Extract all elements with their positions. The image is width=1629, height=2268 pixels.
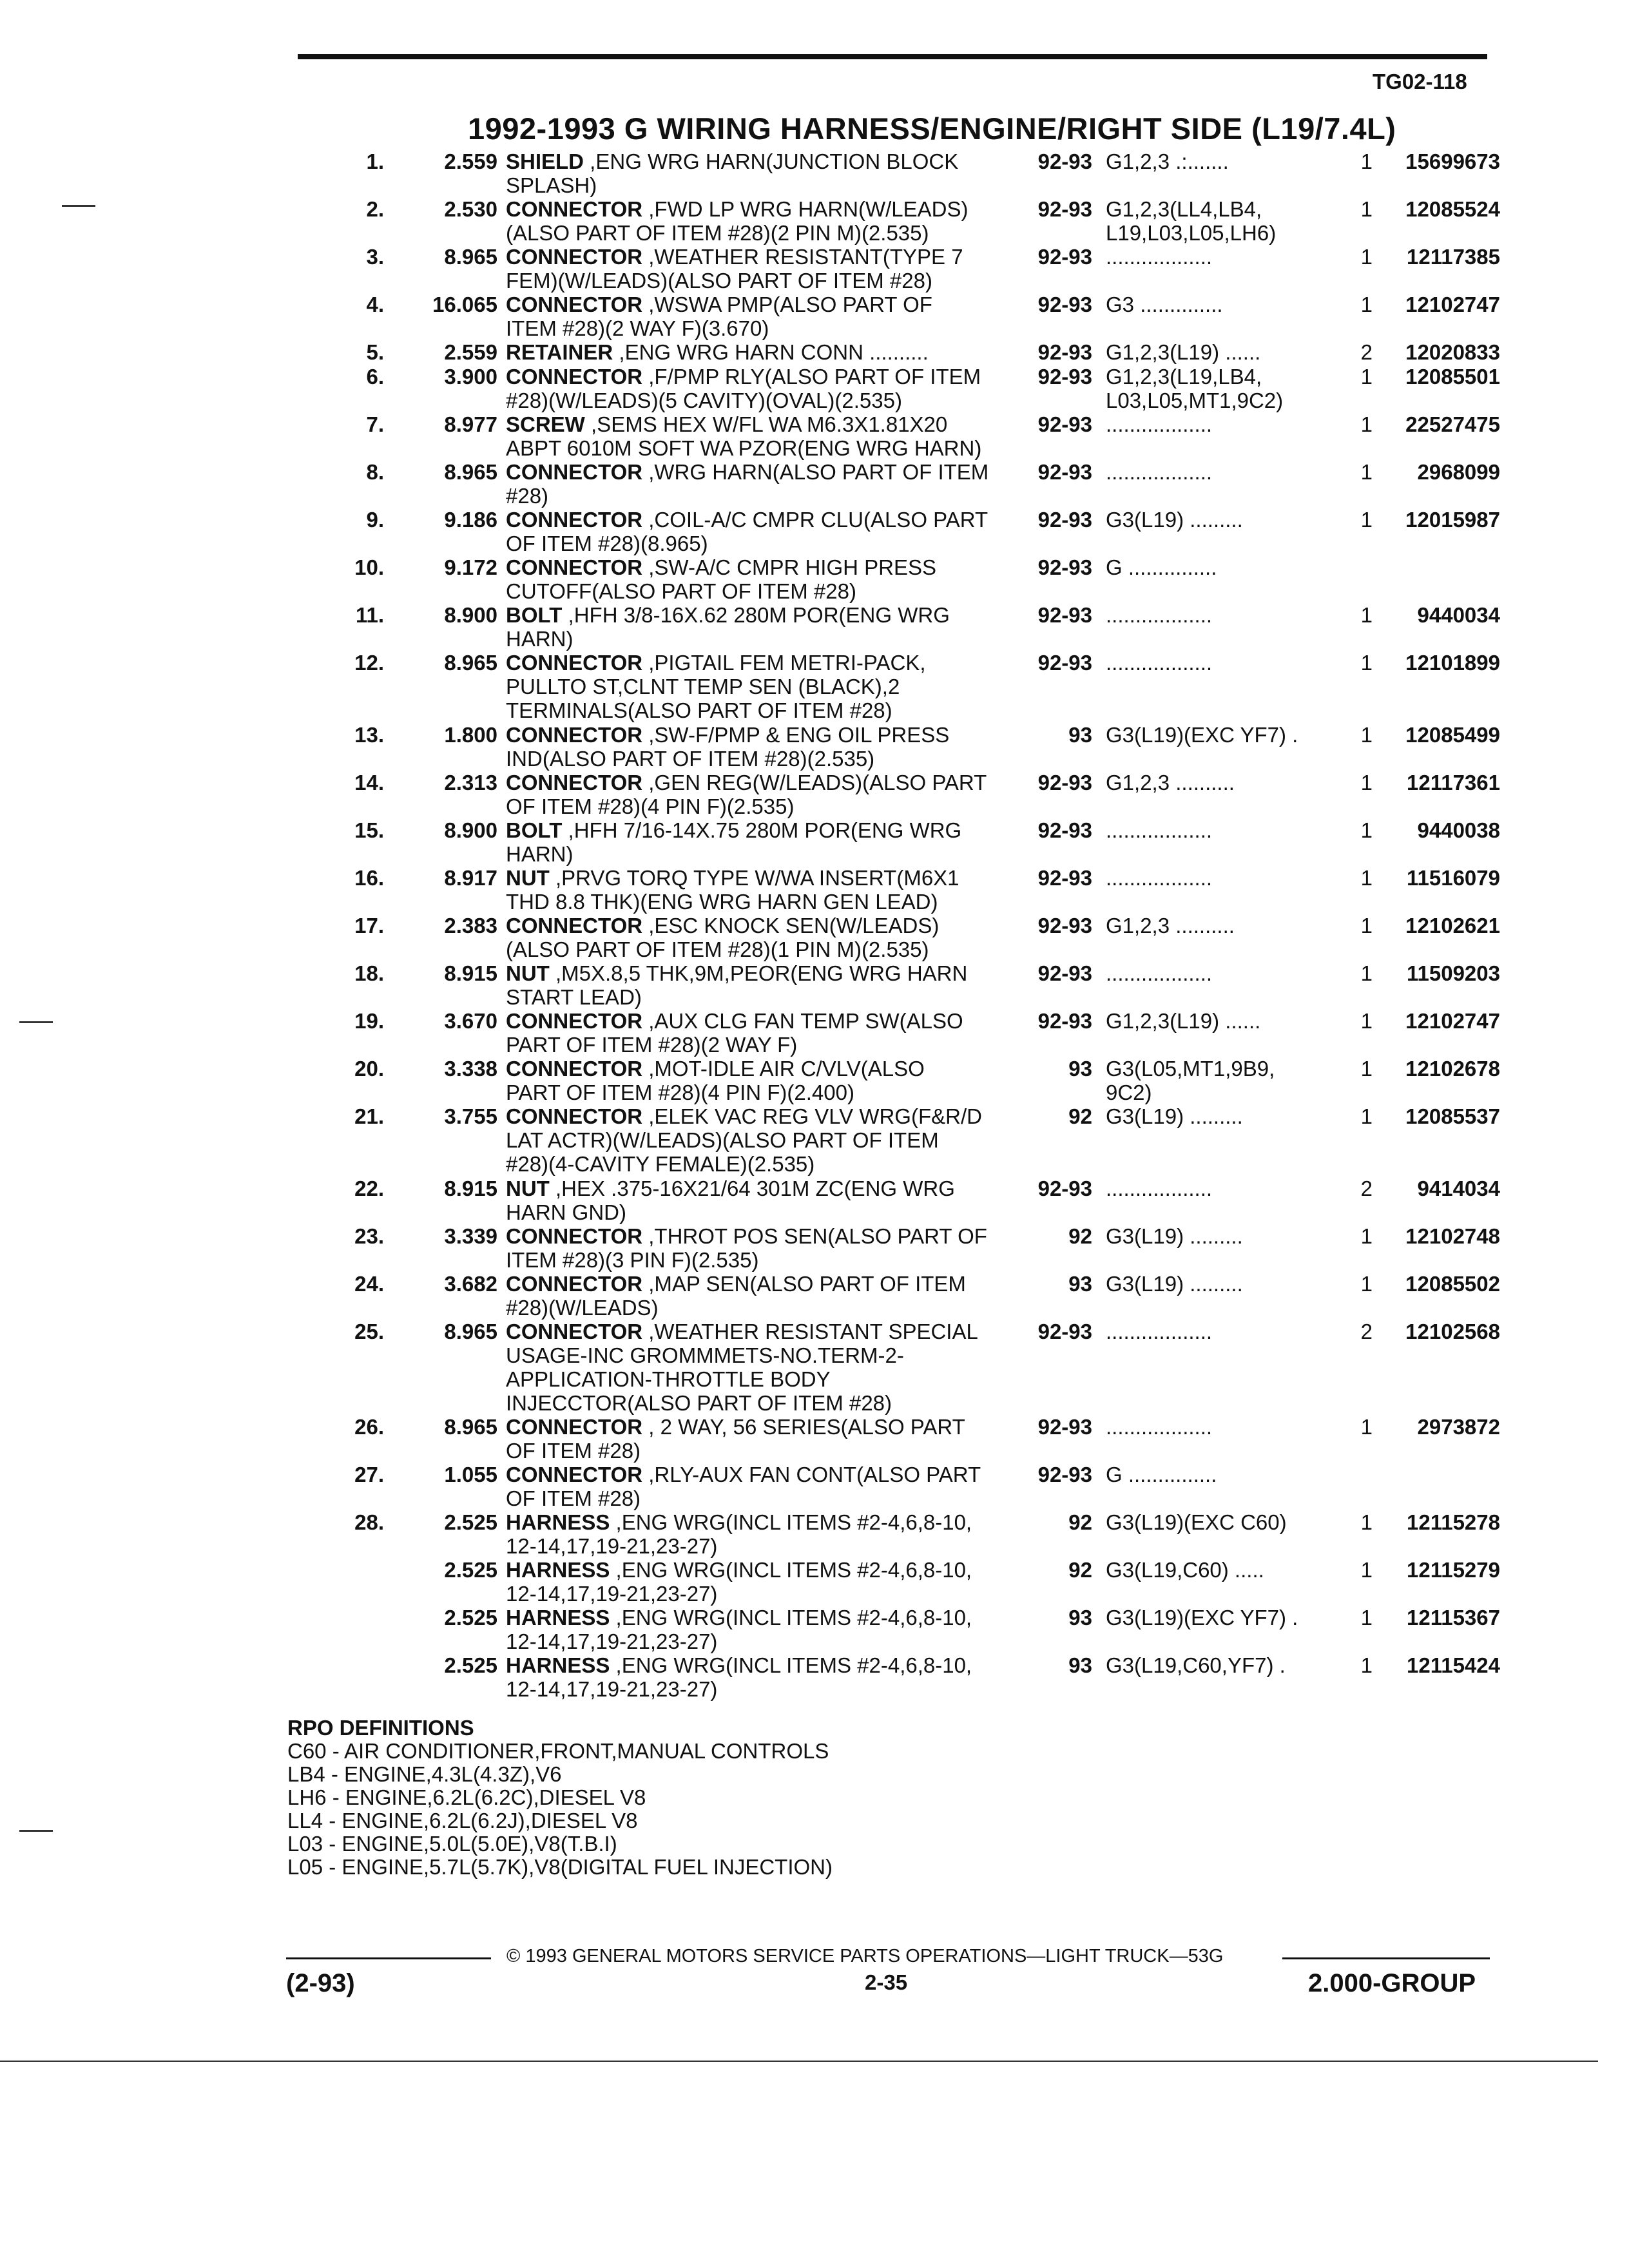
- model-years: 92-93: [1037, 914, 1092, 937]
- description-text: ,WSWA PMP(ALSO PART OF ITEM #28)(2 WAY F)(3.670): [506, 293, 932, 340]
- item-description: [506, 1415, 1021, 1463]
- model-years: 92-93: [1037, 340, 1092, 364]
- part-number: 12085524: [1405, 197, 1500, 221]
- item-number: 19.: [354, 1009, 384, 1033]
- application: ..................: [1106, 603, 1213, 627]
- application: G1,2,3(L19,LB4, L03,L05,MT1,9C2): [1106, 365, 1284, 412]
- page-number: 2-35: [865, 1970, 908, 1994]
- item-number: 12.: [354, 651, 384, 675]
- item-number: 26.: [354, 1415, 384, 1439]
- description-text: ,PIGTAIL FEM METRI-PACK, PULLTO ST,CLNT TEMP SEN (BLACK),2 TERMINALS(ALSO PART OF ITEM #28): [506, 651, 926, 722]
- group-number: 2.525: [444, 1653, 497, 1677]
- part-name: CONNECTOR: [506, 1057, 643, 1081]
- part-name: BOLT: [506, 603, 563, 627]
- quantity: 1: [1360, 723, 1373, 747]
- item-description: [506, 508, 1021, 555]
- model-years: 93: [1068, 1057, 1092, 1081]
- description-text: ,HFH 3/8-16X.62 280M POR(ENG WRG HARN): [506, 603, 950, 651]
- group-number: 8.965: [444, 1415, 497, 1439]
- group-number: 9.172: [444, 555, 497, 579]
- item-number: 21.: [354, 1104, 384, 1128]
- quantity: 1: [1360, 1224, 1373, 1248]
- item-description: [506, 603, 1021, 651]
- quantity: 1: [1360, 1272, 1373, 1296]
- application: G1,2,3(L19) ......: [1106, 1009, 1261, 1033]
- item-description: [506, 245, 1021, 293]
- part-number: 12085537: [1405, 1104, 1500, 1128]
- application: G1,2,3 ..........: [1106, 914, 1235, 937]
- group-number: 3.670: [444, 1009, 497, 1033]
- description-text: ,HFH 7/16-14X.75 280M POR(ENG WRG HARN): [506, 818, 962, 866]
- description-text: ,COIL-A/C CMPR CLU(ALSO PART OF ITEM #28)(8.965): [506, 508, 988, 555]
- description-text: ,THROT POS SEN(ALSO PART OF ITEM #28)(3 PIN F)(2.535): [506, 1224, 987, 1272]
- description-text: ,RLY-AUX FAN CONT(ALSO PART OF ITEM #28): [506, 1463, 981, 1510]
- part-name: HARNESS: [506, 1653, 610, 1677]
- group-number: 8.965: [444, 1320, 497, 1343]
- item-description: [506, 460, 1021, 508]
- description-text: ,WEATHER RESISTANT(TYPE 7 FEM)(W/LEADS)(ALSO PART OF ITEM #28): [506, 245, 963, 293]
- item-number: 1.: [366, 149, 384, 173]
- model-years: 92-93: [1037, 293, 1092, 316]
- description-text: ,ELEK VAC REG VLV WRG(F&R/D LAT ACTR)(W/LEADS)(ALSO PART OF ITEM #28)(4-CAVITY FEMALE)(2.535): [506, 1104, 982, 1176]
- application: G ...............: [1106, 1463, 1217, 1486]
- group-number: 2.525: [444, 1558, 497, 1582]
- part-name: CONNECTOR: [506, 245, 643, 269]
- model-years: 92-93: [1037, 1463, 1092, 1486]
- item-number: 8.: [366, 460, 384, 484]
- quantity: 1: [1360, 818, 1373, 842]
- description-text: ,WEATHER RESISTANT SPECIAL USAGE-INC GROMMMETS-NO.TERM-2- APPLICATION-THROTTLE BODY INJECCTOR(ALSO PART OF ITEM #28): [506, 1320, 978, 1415]
- group-number: 3.682: [444, 1272, 497, 1296]
- description-text: ,WRG HARN(ALSO PART OF ITEM #28): [506, 460, 989, 508]
- group-number: 2.559: [444, 340, 497, 364]
- quantity: 2: [1360, 1320, 1373, 1343]
- group-number: 3.339: [444, 1224, 497, 1248]
- part-name: CONNECTOR: [506, 1415, 643, 1439]
- item-description: [506, 914, 1021, 961]
- part-number: 22527475: [1405, 412, 1500, 436]
- model-years: 92-93: [1037, 412, 1092, 436]
- item-number: 15.: [354, 818, 384, 842]
- part-number: 12102621: [1405, 914, 1500, 937]
- model-years: 92-93: [1037, 460, 1092, 484]
- model-years: 92-93: [1037, 1009, 1092, 1033]
- part-number: 12117361: [1406, 771, 1500, 794]
- description-text: ,ENG WRG(INCL ITEMS #2-4,6,8-10, 12-14,17,19-21,23-27): [506, 1653, 972, 1701]
- part-number: 12115278: [1406, 1510, 1500, 1534]
- part-number: 9440038: [1417, 818, 1500, 842]
- item-number: 20.: [354, 1057, 384, 1081]
- group-number: 3.338: [444, 1057, 497, 1081]
- model-years: 93: [1068, 1606, 1092, 1629]
- model-years: 92-93: [1037, 1320, 1092, 1343]
- item-description: [506, 818, 1021, 866]
- group-number: 3.755: [444, 1104, 497, 1128]
- application: ..................: [1106, 1320, 1213, 1343]
- item-number: 7.: [366, 412, 384, 436]
- group-number: 8.965: [444, 245, 497, 269]
- rpo-line: LL4 - ENGINE,6.2L(6.2J),DIESEL V8: [287, 1809, 638, 1832]
- item-description: [506, 293, 1021, 340]
- part-number: 12117385: [1406, 245, 1500, 269]
- part-number: 9414034: [1417, 1177, 1500, 1200]
- description-text: ,MAP SEN(ALSO PART OF ITEM #28)(W/LEADS): [506, 1272, 966, 1320]
- part-number: 12085501: [1405, 365, 1500, 389]
- part-name: CONNECTOR: [506, 651, 643, 675]
- item-number: 10.: [354, 555, 384, 579]
- quantity: 1: [1360, 1057, 1373, 1081]
- application: G3 ..............: [1106, 293, 1223, 316]
- quantity: 1: [1360, 1104, 1373, 1128]
- application: G3(L05,MT1,9B9, 9C2): [1106, 1057, 1275, 1104]
- application: ..................: [1106, 818, 1213, 842]
- application: ..................: [1106, 1177, 1213, 1200]
- quantity: 1: [1360, 1653, 1373, 1677]
- group-number: 1.055: [444, 1463, 497, 1486]
- model-years: 92-93: [1037, 149, 1092, 173]
- footer-rule-right: [1282, 1957, 1490, 1959]
- part-name: HARNESS: [506, 1606, 610, 1629]
- rpo-line: C60 - AIR CONDITIONER,FRONT,MANUAL CONTROLS: [287, 1739, 829, 1763]
- quantity: 1: [1360, 1415, 1373, 1439]
- application: G3(L19)(EXC YF7) .: [1106, 1606, 1298, 1629]
- application: G3(L19) .........: [1106, 1224, 1243, 1248]
- group-number: 1.800: [444, 723, 497, 747]
- quantity: 1: [1360, 1558, 1373, 1582]
- application: G3(L19,C60) .....: [1106, 1558, 1264, 1582]
- rpo-heading: RPO DEFINITIONS: [287, 1716, 474, 1740]
- rpo-line: LH6 - ENGINE,6.2L(6.2C),DIESEL V8: [287, 1785, 646, 1809]
- group-number: 2.383: [444, 914, 497, 937]
- model-years: 92-93: [1037, 1415, 1092, 1439]
- application: G3(L19)(EXC YF7) .: [1106, 723, 1298, 747]
- model-years: 93: [1068, 723, 1092, 747]
- part-name: CONNECTOR: [506, 1224, 643, 1248]
- document-id: TG02-118: [1373, 70, 1467, 93]
- group-number: 2.525: [444, 1510, 497, 1534]
- item-description: [506, 961, 1021, 1009]
- item-description: [506, 1177, 1021, 1224]
- quantity: 1: [1360, 365, 1373, 389]
- item-description: [506, 412, 1021, 460]
- quantity: 1: [1360, 293, 1373, 316]
- item-description: [506, 1224, 1021, 1272]
- item-description: [506, 340, 1021, 364]
- description-text: ,ENG WRG(INCL ITEMS #2-4,6,8-10, 12-14,17,19-21,23-27): [506, 1606, 972, 1653]
- model-years: 92: [1068, 1224, 1092, 1248]
- quantity: 1: [1360, 1009, 1373, 1033]
- quantity: 1: [1360, 245, 1373, 269]
- part-name: RETAINER: [506, 340, 613, 364]
- model-years: 92-93: [1037, 245, 1092, 269]
- part-name: CONNECTOR: [506, 197, 643, 221]
- item-number: 2.: [366, 197, 384, 221]
- part-name: CONNECTOR: [506, 1320, 643, 1343]
- part-name: CONNECTOR: [506, 1272, 643, 1296]
- description-text: ,PRVG TORQ TYPE W/WA INSERT(M6X1 THD 8.8 THK)(ENG WRG HARN GEN LEAD): [506, 866, 959, 914]
- part-name: CONNECTOR: [506, 1463, 643, 1486]
- copyright-notice: © 1993 GENERAL MOTORS SERVICE PARTS OPERATIONS—LIGHT TRUCK—53G: [506, 1946, 1224, 1966]
- page-title: 1992-1993 G WIRING HARNESS/ENGINE/RIGHT SIDE (L19/7.4L): [468, 111, 1396, 146]
- part-name: CONNECTOR: [506, 771, 643, 794]
- rpo-line: L05 - ENGINE,5.7L(5.7K),V8(DIGITAL FUEL INJECTION): [287, 1855, 833, 1879]
- application: ..................: [1106, 961, 1213, 985]
- part-name: NUT: [506, 866, 550, 890]
- model-years: 92-93: [1037, 603, 1092, 627]
- rpo-definitions: [287, 1716, 833, 1879]
- part-number: 12102747: [1405, 293, 1500, 316]
- item-description: [506, 723, 1021, 771]
- description-text: , 2 WAY, 56 SERIES(ALSO PART OF ITEM #28): [506, 1415, 965, 1463]
- description-text: ,ENG WRG(INCL ITEMS #2-4,6,8-10, 12-14,17,19-21,23-27): [506, 1558, 972, 1606]
- item-description: [506, 866, 1021, 914]
- item-description: [506, 555, 1021, 603]
- item-number: 24.: [354, 1272, 384, 1296]
- item-number: 28.: [354, 1510, 384, 1534]
- model-years: 92: [1068, 1104, 1092, 1128]
- part-name: CONNECTOR: [506, 508, 643, 532]
- part-number: 12102568: [1405, 1320, 1500, 1343]
- group-number: 2.559: [444, 149, 497, 173]
- margin-mark: [19, 1021, 53, 1023]
- part-number: 12102747: [1405, 1009, 1500, 1033]
- part-number: 12115424: [1406, 1653, 1500, 1677]
- item-number: 25.: [354, 1320, 384, 1343]
- part-number: 15699673: [1405, 149, 1500, 173]
- part-name: HARNESS: [506, 1510, 610, 1534]
- quantity: 1: [1360, 149, 1373, 173]
- quantity: 1: [1360, 771, 1373, 794]
- application: ..................: [1106, 460, 1213, 484]
- part-name: BOLT: [506, 818, 563, 842]
- quantity: 1: [1360, 651, 1373, 675]
- part-number: 12020833: [1405, 340, 1500, 364]
- model-years: 93: [1068, 1272, 1092, 1296]
- group-number: 2.313: [444, 771, 497, 794]
- item-description: [506, 1463, 1021, 1510]
- item-description: [506, 651, 1021, 722]
- description-text: ,SW-F/PMP & ENG OIL PRESS IND(ALSO PART OF ITEM #28)(2.535): [506, 723, 950, 771]
- description-text: ,ENG WRG HARN(JUNCTION BLOCK SPLASH): [506, 149, 959, 197]
- part-number: 2968099: [1417, 460, 1500, 484]
- application: G3(L19) .........: [1106, 1272, 1243, 1296]
- item-number: 14.: [354, 771, 384, 794]
- model-years: 92-93: [1037, 961, 1092, 985]
- model-years: 92-93: [1037, 771, 1092, 794]
- part-name: NUT: [506, 961, 550, 985]
- group-number: 8.965: [444, 460, 497, 484]
- description-text: ,FWD LP WRG HARN(W/LEADS) (ALSO PART OF ITEM #28)(2 PIN M)(2.535): [506, 197, 969, 245]
- quantity: 1: [1360, 1606, 1373, 1629]
- quantity: 2: [1360, 1177, 1373, 1200]
- part-number: 12102678: [1405, 1057, 1500, 1081]
- group-number: 8.900: [444, 603, 497, 627]
- part-number: 11516079: [1406, 866, 1500, 890]
- model-years: 92-93: [1037, 508, 1092, 532]
- group-number: 9.186: [444, 508, 497, 532]
- item-number: 16.: [354, 866, 384, 890]
- item-number: 17.: [354, 914, 384, 937]
- item-description: [506, 1272, 1021, 1320]
- part-number: 12102748: [1405, 1224, 1500, 1248]
- application: ..................: [1106, 245, 1213, 269]
- application: ..................: [1106, 412, 1213, 436]
- model-years: 93: [1068, 1653, 1092, 1677]
- part-number: 12115367: [1406, 1606, 1500, 1629]
- part-number: 2973872: [1417, 1415, 1500, 1439]
- item-number: 6.: [366, 365, 384, 389]
- application: ..................: [1106, 1415, 1213, 1439]
- application: G3(L19,C60,YF7) .: [1106, 1653, 1286, 1677]
- group-number: 8.977: [444, 412, 497, 436]
- group-number: 8.917: [444, 866, 497, 890]
- application: G3(L19) .........: [1106, 1104, 1243, 1128]
- footer-rule-left: [286, 1957, 491, 1959]
- item-number: 22.: [354, 1177, 384, 1200]
- item-number: 13.: [354, 723, 384, 747]
- description-text: ,GEN REG(W/LEADS)(ALSO PART OF ITEM #28)(4 PIN F)(2.535): [506, 771, 987, 818]
- quantity: 1: [1360, 508, 1373, 532]
- model-years: 92: [1068, 1510, 1092, 1534]
- application: ..................: [1106, 866, 1213, 890]
- application: G ...............: [1106, 555, 1217, 579]
- part-name: CONNECTOR: [506, 914, 643, 937]
- group-number: 8.915: [444, 1177, 497, 1200]
- part-number: 11509203: [1406, 961, 1500, 985]
- revision-date: (2-93): [286, 1969, 355, 1997]
- part-name: CONNECTOR: [506, 460, 643, 484]
- item-description: [506, 771, 1021, 818]
- item-description: [506, 1510, 1021, 1558]
- part-name: SHIELD: [506, 149, 584, 173]
- group-number: 2.525: [444, 1606, 497, 1629]
- group-number: 8.915: [444, 961, 497, 985]
- description-text: ,HEX .375-16X21/64 301M ZC(ENG WRG HARN GND): [506, 1177, 955, 1224]
- quantity: 1: [1360, 1510, 1373, 1534]
- part-number: 12015987: [1405, 508, 1500, 532]
- item-description: [506, 1320, 1021, 1415]
- description-text: ,AUX CLG FAN TEMP SW(ALSO PART OF ITEM #28)(2 WAY F): [506, 1009, 963, 1057]
- item-description: [506, 197, 1021, 245]
- model-years: 92-93: [1037, 1177, 1092, 1200]
- model-years: 92-93: [1037, 365, 1092, 389]
- part-name: CONNECTOR: [506, 555, 643, 579]
- application: G1,2,3 .:.......: [1106, 149, 1229, 173]
- description-text: ,ENG WRG(INCL ITEMS #2-4,6,8-10, 12-14,17,19-21,23-27): [506, 1510, 972, 1558]
- item-number: 11.: [355, 603, 384, 627]
- group-number: 2.530: [444, 197, 497, 221]
- description-text: ,M5X.8,5 THK,9M,PEOR(ENG WRG HARN START LEAD): [506, 961, 968, 1009]
- item-description: [506, 149, 1021, 197]
- part-number: 12085499: [1405, 723, 1500, 747]
- quantity: 2: [1360, 340, 1373, 364]
- item-description: [506, 1606, 1021, 1653]
- model-years: 92-93: [1037, 555, 1092, 579]
- part-name: SCREW: [506, 412, 585, 436]
- quantity: 1: [1360, 866, 1373, 890]
- part-name: CONNECTOR: [506, 723, 643, 747]
- item-description: [506, 1104, 1021, 1176]
- part-name: HARNESS: [506, 1558, 610, 1582]
- quantity: 1: [1360, 412, 1373, 436]
- part-name: CONNECTOR: [506, 293, 643, 316]
- part-name: NUT: [506, 1177, 550, 1200]
- bottom-edge-line: [0, 2061, 1598, 2062]
- application: G1,2,3 ..........: [1106, 771, 1235, 794]
- group-number: 8.900: [444, 818, 497, 842]
- description-text: ,ESC KNOCK SEN(W/LEADS) (ALSO PART OF ITEM #28)(1 PIN M)(2.535): [506, 914, 940, 961]
- part-name: CONNECTOR: [506, 1104, 643, 1128]
- model-years: 92-93: [1037, 818, 1092, 842]
- item-description: [506, 1057, 1021, 1104]
- description-text: ,MOT-IDLE AIR C/VLV(ALSO PART OF ITEM #28)(4 PIN F)(2.400): [506, 1057, 925, 1104]
- top-rule: [298, 54, 1487, 59]
- part-number: 12115279: [1406, 1558, 1500, 1582]
- item-description: [506, 1558, 1021, 1606]
- description-text: ,F/PMP RLY(ALSO PART OF ITEM #28)(W/LEADS)(5 CAVITY)(OVAL)(2.535): [506, 365, 981, 412]
- group-label: 2.000-GROUP: [1308, 1969, 1476, 1997]
- rpo-line: LB4 - ENGINE,4.3L(4.3Z),V6: [287, 1762, 562, 1786]
- quantity: 1: [1360, 460, 1373, 484]
- part-name: CONNECTOR: [506, 365, 643, 389]
- part-number: 12101899: [1405, 651, 1500, 675]
- part-number: 9440034: [1417, 603, 1500, 627]
- model-years: 92-93: [1037, 651, 1092, 675]
- item-number: 3.: [366, 245, 384, 269]
- application: G1,2,3(LL4,LB4, L19,L03,L05,LH6): [1106, 197, 1277, 245]
- application: G3(L19)(EXC C60): [1106, 1510, 1287, 1534]
- item-number: 9.: [366, 508, 384, 532]
- margin-mark: [62, 205, 95, 207]
- application: G1,2,3(L19) ......: [1106, 340, 1261, 364]
- description-text: ,SEMS HEX W/FL WA M6.3X1.81X20 ABPT 6010M SOFT WA PZOR(ENG WRG HARN): [506, 412, 982, 460]
- quantity: 1: [1360, 197, 1373, 221]
- rpo-line: L03 - ENGINE,5.0L(5.0E),V8(T.B.I): [287, 1832, 617, 1856]
- margin-mark: [19, 1830, 53, 1832]
- quantity: 1: [1360, 961, 1373, 985]
- group-number: 8.965: [444, 651, 497, 675]
- group-number: 16.065: [432, 293, 497, 316]
- part-number: 12085502: [1405, 1272, 1500, 1296]
- item-number: 27.: [354, 1463, 384, 1486]
- item-description: [506, 1653, 1021, 1701]
- item-description: [506, 1009, 1021, 1057]
- item-number: 23.: [354, 1224, 384, 1248]
- model-years: 92-93: [1037, 866, 1092, 890]
- application: ..................: [1106, 651, 1213, 675]
- item-number: 18.: [354, 961, 384, 985]
- quantity: 1: [1360, 914, 1373, 937]
- part-name: CONNECTOR: [506, 1009, 643, 1033]
- application: G3(L19) .........: [1106, 508, 1243, 532]
- item-number: 5.: [366, 340, 384, 364]
- item-description: [506, 365, 1021, 412]
- description-text: ,SW-A/C CMPR HIGH PRESS CUTOFF(ALSO PART OF ITEM #28): [506, 555, 937, 603]
- model-years: 92: [1068, 1558, 1092, 1582]
- item-number: 4.: [366, 293, 384, 316]
- group-number: 3.900: [444, 365, 497, 389]
- quantity: 1: [1360, 603, 1373, 627]
- description-text: ,ENG WRG HARN CONN ..........: [613, 340, 929, 364]
- model-years: 92-93: [1037, 197, 1092, 221]
